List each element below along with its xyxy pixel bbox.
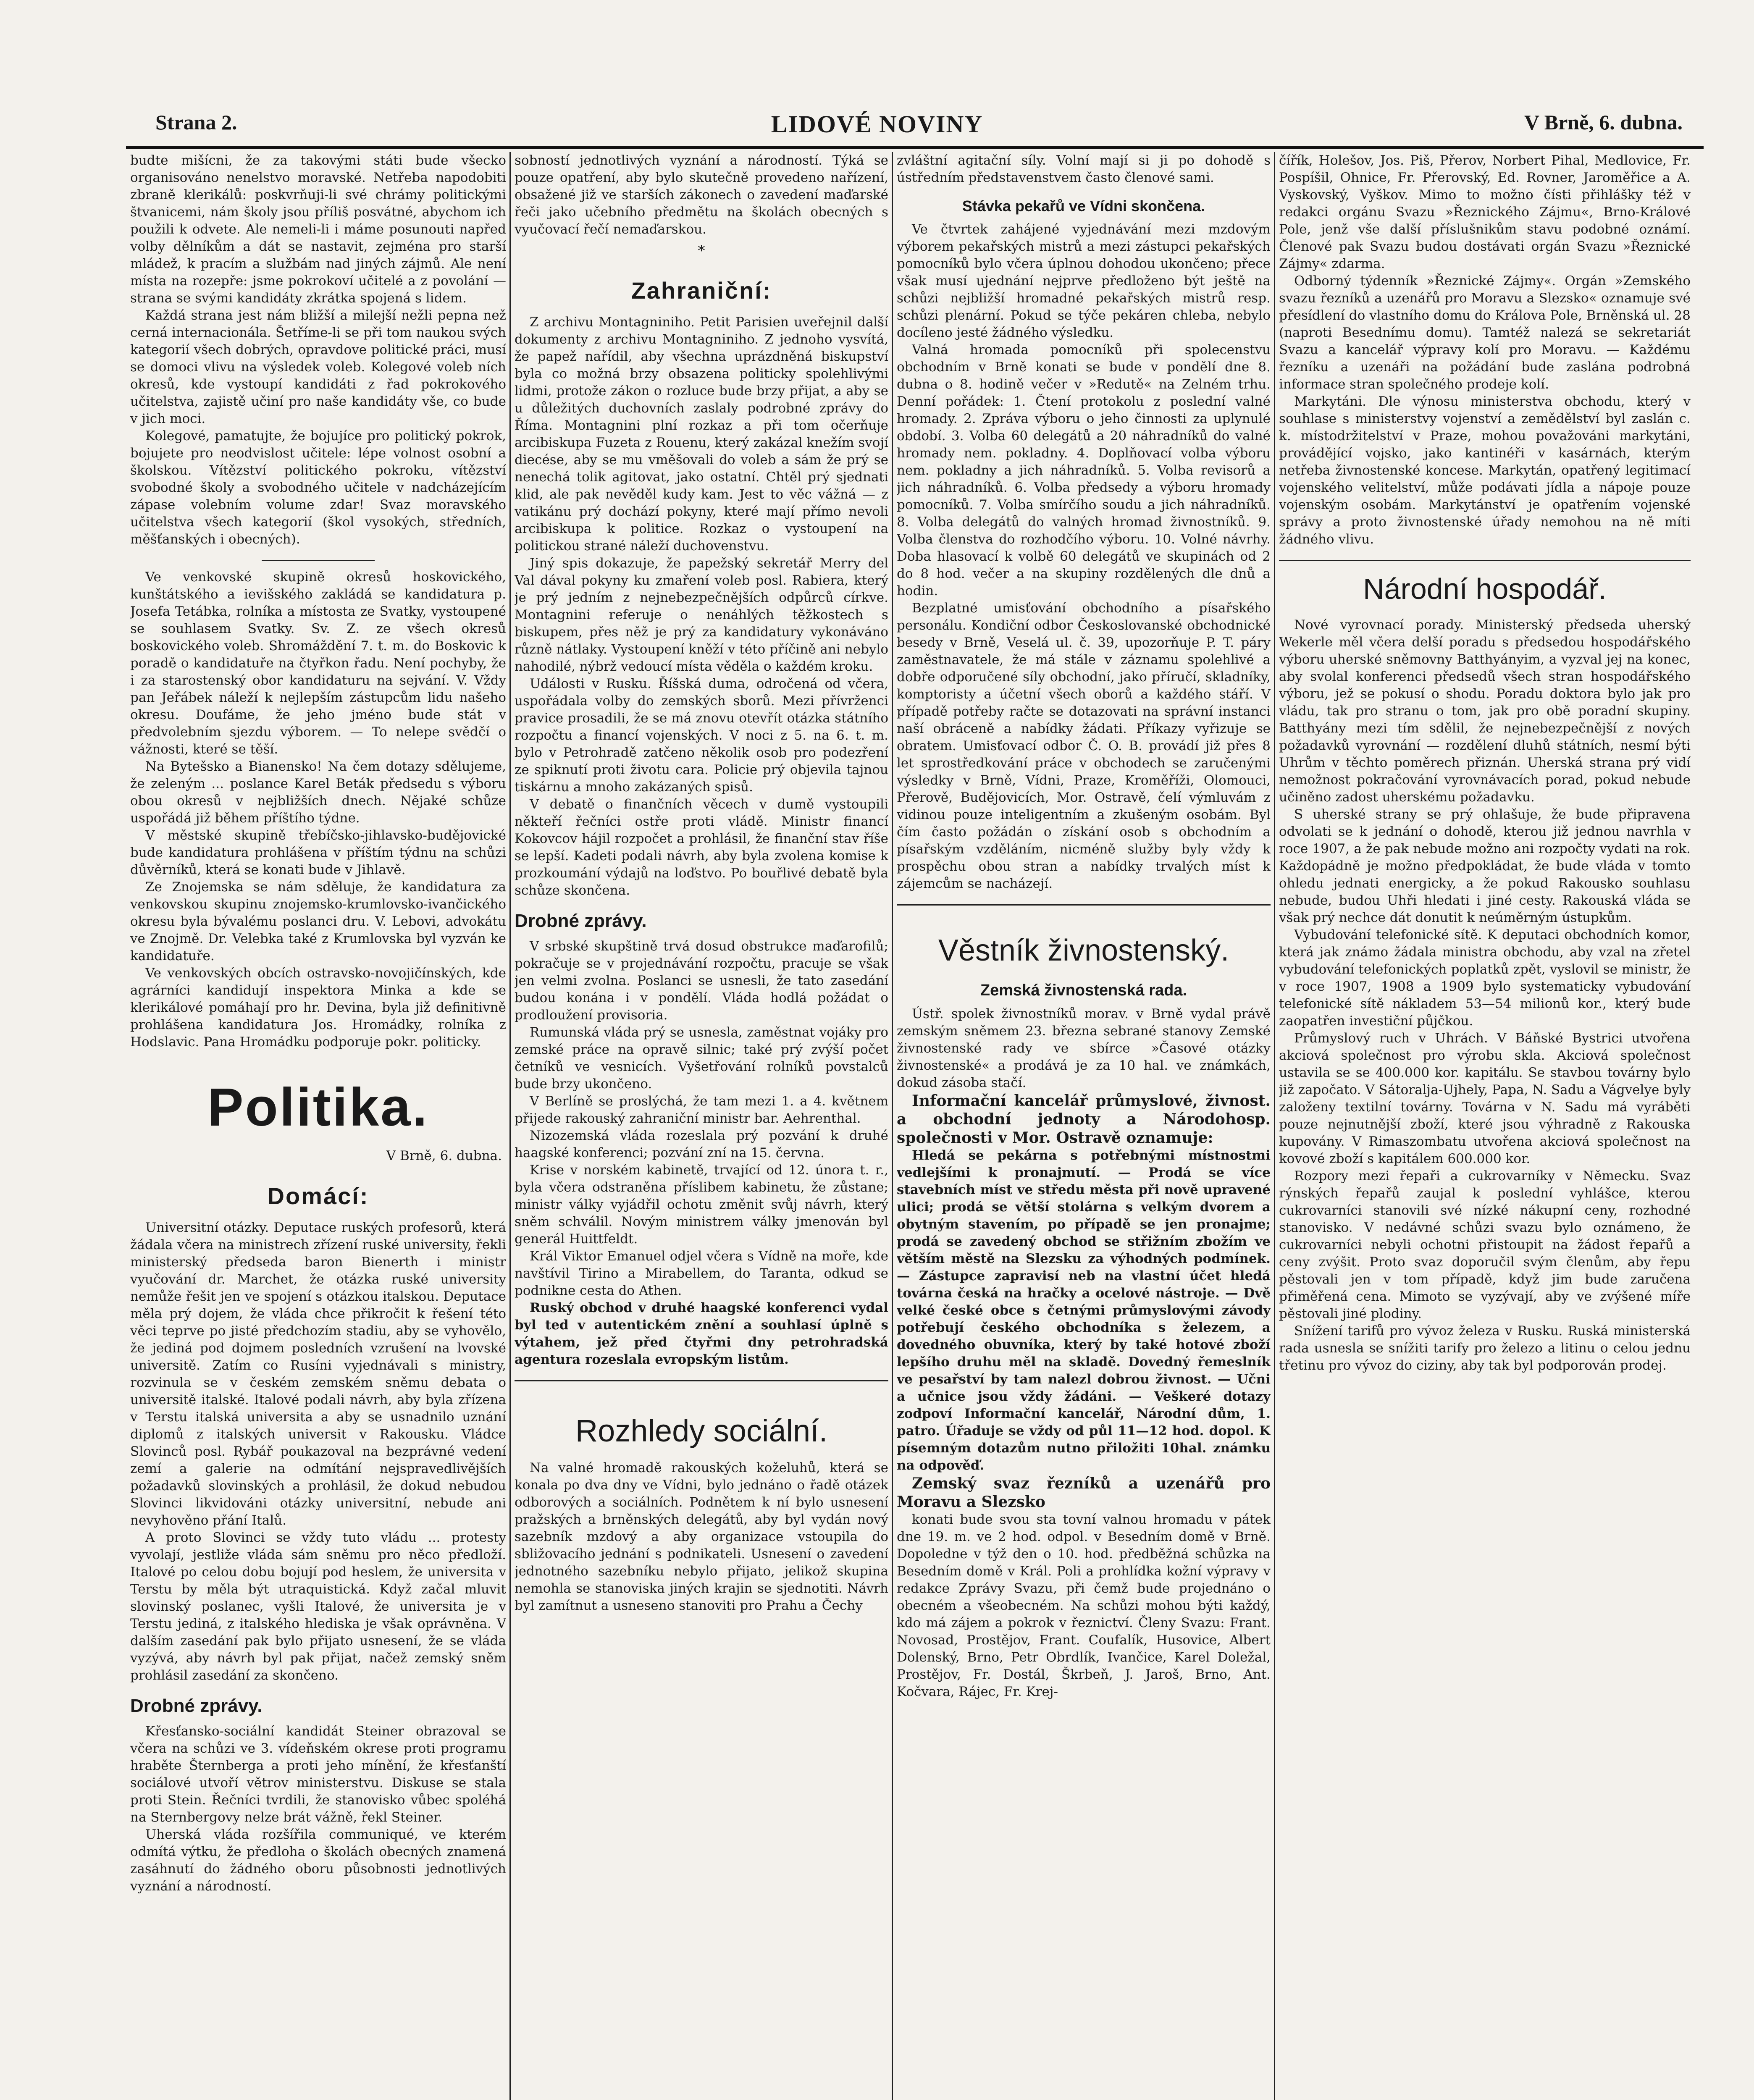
- article-paragraph: Z archivu Montagniniho. Petit Parisien uveřejnil další dokumenty z archivu Montagniniho. Z jednoho vysvítá, že papež nařídil, aby všechna uprázdněná biskupství byla co možná brzy obsazena politicky spolehlivými lidmi, protože zákon o rozluce bude brzy přijat, a aby se u důležitých duchovních zaslaly podrobné zprávy do Říma. Montagnini plní rozkaz a při tom očerňuje arcibiskupa Fuzeta z Rouenu, který zakázal knežím svojí diecése, aby se mu vměšovali do voleb a sám že prý se nenechá tolik agitovat, jako ostatní. Chtěl prý sjednati klid, ale pak nevěděl kudy kam. Jest to věc vážná — z vatikánu prý dochází pokyny, které mají přímo nevoli arcibiskupa k politice. Rozkaz o vystoupení na politickou strané náleží duchovenstvu.: [515, 315, 888, 554]
- article-paragraph: Rumunská vláda prý se usnesla, zaměstnat vojáky pro zemské práce na opravě silnic; také prý zvýší počet četníků ve vesnicích. Vyšetřování rolníků povstalců bude brzy ukončeno.: [515, 1025, 888, 1092]
- article-paragraph: Na Bytešsko a Bianensko! Na čem dotazy sdělujeme, že zeleným ... poslance Karel Beták předsedu s výboru obou okresů v nejbližších dnech. Nějaké schůze uspořádá již během příštího týdne.: [130, 759, 506, 826]
- section-dateline: V Brně, 6. dubna.: [386, 1148, 502, 1163]
- article-paragraph: Král Viktor Emanuel odjel včera s Vídně na moře, kde navštívil Tirino a Mirabellem, do Taranta, odkud se podnikne cesta do Athen.: [515, 1249, 888, 1298]
- article-paragraph: V srbské skupštině trvá dosud obstrukce maďarofilů; pokračuje se v projednávání rozpočtu, pracuje se však jen velmi zvolna. Poslanci se usnesli, že tato zasedání budou konána i v pondělí. Vláda hodlá požádat o prodloužení provisoria.: [515, 939, 888, 1023]
- column-4: [1279, 152, 1691, 2100]
- section-heading-politika: Politika.: [207, 1077, 429, 1137]
- separator: [1279, 560, 1691, 561]
- column-divider: [892, 152, 893, 2100]
- article-paragraph: Kolegové, pamatujte, že bojujíce pro politický pokrok, bojujete pro neodvislost učitele: lépe volnost osobní a školskou. Vítězství politického pokroku, vítězství svobodné školy a svobodného učitele v nadcházejícím zápase volebním volume zdar! Svaz moravského učitelstva všech kategorií (škol vysokých, středních, měšťanských i obecných).: [130, 428, 506, 547]
- section-heading-zahranicni: Zahraniční:: [631, 277, 772, 304]
- column-3: [897, 152, 1271, 2100]
- article-paragraph: Ze Znojemska se nám sděluje, že kandidatura za venkovskou skupinu znojemsko-krumlovsko-ivančického okresu byla bývalému poslanci dru. V. Lebovi, advokátu ve Znojmě. Dr. Velebka také z Krumlovska byl vyzván ke kandidatuře.: [130, 879, 506, 963]
- running-head: [25, 110, 1729, 144]
- page-number: Strana 2.: [155, 110, 237, 134]
- dateline: V Brně, 6. dubna.: [1524, 110, 1683, 134]
- article-paragraph: Průmyslový ruch v Uhrách. V Báňské Bystrici utvořena akciová společnost pro výrobu skla. Akciová společnost ustavila se se 400.000 kor. kapitálu. Se stavbou továrny bylo již započato. V Sátoralja-Ujhely, Papa, N. Sadu a Vágvelye byly založeny textilní továrny. Továrna v N. Sadu má vyráběti pouze nejnutnější zboží, které jsou výhradně z Rakouska kupovány. V Rimaszombatu utvořena akciová společnost na kovové zboží s kapitálem 600.000 kor.: [1279, 1031, 1691, 1166]
- article-paragraph: budte mišícni, že za takovými státi bude všecko organisováno nenelstvo moravské. Netřeba napodobiti zbraně klerikálů: poskvrňuji-li své chrámy politickými štvanicemi, nám školy jsou příliš posvátné, abychom ich použili k odvete. Ale nemeli-li i máme posunouti napřed volby dělníkům a dát se nastavit, zejména pro starší mládež, k pracím a službám nad jiných zájmů. Ale není místa na rozepře: jsme pokrokoví učitelé a z povolání — strana se svými kandidáty zkrátka spojená s lidem.: [130, 153, 506, 306]
- section-heading-domaci: Domácí:: [267, 1183, 369, 1209]
- separator: [515, 1380, 888, 1381]
- separator-star: *: [698, 242, 705, 259]
- article-paragraph: Jiný spis dokazuje, že papežský sekretář Merry del Val dával pokyny ku zmaření voleb posl. Rabiera, který je prý jedním z nejnebezpečnějších odpůrců církve. Montagnini referuje o nenáhlých těžkostech s biskupem, přes něž je prý za kandidatury vykonáváno různě nátlaky. Vystoupení kněží v této příčině ani nebylo nahodilé, nýbrž vedoucí místa věděla o každém kroku.: [515, 556, 888, 674]
- column-2: [515, 152, 888, 2100]
- article-paragraph: Ve venkovské skupině okresů hoskovického, kunštátského a ievišského zakládá se kandidatura p. Josefa Tetábka, rolníka a místosta ze Svatky, vystoupené se souhlasem Svatky. Sv. Z. ze všech okresů boskovického voleb. Shromáždění 7. t. m. do Boskovic k poradě o kandidatuře na čtyřkon řadu. Není pochyby, že i za starostenský obor kandidaturu na sejvání. V. Vždy pan Jeřábek náleží k nejlepším zástupcům lidu našeho okresu. Doufáme, že jeho jméno bude stát v předvolebním sjezdu výborem. — To nelepe svědčí o vážnosti, které se těší.: [130, 570, 506, 757]
- article-paragraph: čířík, Holešov, Jos. Piš, Přerov, Norbert Pihal, Medlovice, Fr. Pospíšil, Ohnice, Fr. Přerovský, Ed. Rovner, Jaroměřice a A. Vyskovský, Vyškov. Mimo to možno čísti přihlášky též v redakci orgánu Svazu »Řeznického Zájmu«, Brno-Králové Pole, jenž vše další příslušnikům stavu podobné oznámí. Členové pak Svazu budou dostávati orgán Svazu »Řeznické Zájmy« zdarma.: [1279, 153, 1691, 271]
- section-heading-rozhledy-socialni: Rozhledy sociální.: [575, 1413, 828, 1448]
- article-paragraph: Nizozemská vláda rozeslala prý pozvání k druhé haagské konferenci; pozvání zní na 15. června.: [515, 1128, 888, 1160]
- article-paragraph: Události v Rusku. Říšská duma, odročená od včera, uspořádala volby do zemských sborů. Mezi přívrženci pravice prosadili, že se má znovu otevřít otázka státního rozpočtu a financí vojenských. V noci z 5. na 6. t. m. bylo v Petrohradě zatčeno několik osob pro podezření ze spiknutí proti životu cara. Policie prý objevila tajnou tiskárnu a mnoho zakázaných spisů.: [515, 676, 888, 795]
- section-heading-narodni-hospodar: Národní hospodář.: [1363, 572, 1607, 605]
- masthead: LIDOVÉ NOVINY: [771, 110, 983, 138]
- article-paragraph: V debatě o finančních věcech v dumě vystoupili někteří řečníci ostře proti vládě. Ministr financí Kokovcov hájil rozpočet a prohlásil, že finanční stav říše se lepší. Kadeti podali návrh, aby byla zvolena komise k prozkoumání výdajů na loďstvo. Po bouřlivé debatě byla schůze skončena.: [515, 797, 888, 898]
- article-paragraph: Každá strana jest nám bližší a milejší nežli pepna než cerná internacionála. Šetříme-li se při tom naukou svých kategorií všech dobrých, opravdove politické práci, musí se domoci vlivu na výsledek voleb. Kolegové voleb ních okresů, kde vystoupí kandidáti z řad pokrokového učitelstva, zajistě učiní pro naše kandidáty vše, co bude v jich moci.: [130, 308, 506, 426]
- article-paragraph: V městské skupině třebíčsko-jihlavsko-budějovické bude kandidatura prohlášena v příštím týdnu na schůzi důvěrníků, která se konati bude v Jihlavě.: [130, 828, 506, 877]
- article-lead: Informační kancelář průmyslové, živnost. a obchodní jednoty a Národohosp. společnosti v Mor. Ostravě oznamuje:: [897, 1092, 1271, 1147]
- article-paragraph: Ve venkovských obcích ostravsko-novojičínských, kde agrárníci kandidují inspektora Minka a kde se klerikálové pomáhají pro hr. Devina, byla již definitivně prohlášena kandidatura Jos. Hromádky, rolníka z Hodslavic. Pana Hromádku podporuje pokr. politicky.: [130, 966, 506, 1050]
- column-divider: [509, 152, 511, 2100]
- article-paragraph: Universitní otázky. Deputace ruských profesorů, která žádala včera na ministrech zřízení ruské university, řekli ministerský předseda baron Bienerth i ministr vyučování dr. Marchet, že otázka ruské university nemůže řešit jen ve spojení s otázkou italskou. Deputace měla prý dojem, že vláda chce přikročit k řešení této věci teprve po jisté předchozím stadiu, aby se vyhovělo, že jediná pod dojmem posledních vzrušení na lvovské universitě. Zatím co Rusíni vyjednávali s ministry, rozvinula se v českém zemském sněmu debata o universitě italské. Italové podali návrh, aby byla zřízena v Terstu italská universita a aby se usnadnilo uznání diplomů z italských universit v Rakousku. Vládce Slovinců posl. Rybář poukazoval na bezprávné vedení zemí a galerie na odmítání nejspravedlivějších požadavků slovinských a prohlásil, že dokud nebudou Slovinci likvidováni otázky universitní, nebude ani nevyhověno přání Italů.: [130, 1220, 506, 1528]
- separator: [897, 904, 1271, 906]
- article-paragraph: Rozpory mezi řepaři a cukrovarníky v Německu. Svaz rýnských řepařů zaujal k poslední vyhlášce, kterou cukrovarníci stanovili své nízké nákupní ceny, rozhodné stanovisko. V nedávné schůzi svazu bylo oznámeno, že cukrovarníci nebyli ochotni přistoupit na žádost řepařů a ceny zvýšit. Proto svaz doporučil svým členům, aby řepu pěstovali jen v tom případě, když jim bude zaručena přiměřená cena. Mimoto se vyzývají, aby ve zvýšené míře pěstovali jiné plodiny.: [1279, 1168, 1691, 1321]
- article-paragraph: Ústř. spolek živnostníků morav. v Brně vydal právě zemským sněmem 23. března sebrané stanovy Zemské živnostenské rady ve sbírce »Časové otázky živnostenské« a prodává je za 10 hal. ve známkách, dokud zásoba stačí.: [897, 1006, 1271, 1090]
- article-paragraph: Uherská vláda rozšířila communiqué, ve kterém odmítá výtku, že předloha o školách obecných znamená zasáhnutí do žádného oboru působnosti jednotlivých vyznání a národností.: [130, 1827, 506, 1894]
- article-paragraph: A proto Slovinci se vždy tuto vládu ... protesty vyvolají, jestliže vláda sám sněmu pro něco předloží. Italové po celou dobu bojují pod heslem, že universita v Terstu by měla být utraquistická. Když začal mluvit slovinský poslanec, vyšli Italové, že universita je v Terstu jediná, z italského hlediska je však oprávněna. V dalším zasedání pak bylo přijato usnesení, že se vláda vyzývá, aby návrh byl pak přijat, načež zemský sněm prohlásil zasedání za skončeno.: [130, 1530, 506, 1683]
- column-1: [130, 152, 506, 2100]
- masthead-rule: [126, 146, 1704, 149]
- article-paragraph: Valná hromada pomocníků při spolecenstvu obchodním v Brně konati se bude v pondělí dne 8. dubna o 8. hodině večer v »Redutě« na Zelném trhu. Denní pořádek: 1. Čtení protokolu z poslední valné hromady. 2. Zpráva výboru o jeho činnosti za uplynulé období. 3. Volba 60 delegátů a 20 náhradníků do valné hromady nem. pokladny. 4. Doplňovací volba výboru nem. pokladny a jich náhradníků. 5. Volba revisorů a jich náhradníků. 6. Volba předsedy a výboru hromady pomocníků. 7. Volba smírčího soudu a jich náhradníků. 8. Volba delegátů do valných hromad živnostníků. 9. Volba členstva do rozhodčího výboru. 10. Volné návrhy. Doba hlasovací k volbě 60 delegátů ve skupinách od 2 do 8 hod. večer a na skupiny rozdělených dle dnů a hodin.: [897, 342, 1271, 598]
- article-paragraph: zvláštní agitační síly. Volní mají si ji po dohodě s ústředním představenstvem často členové sami.: [897, 153, 1271, 185]
- article-paragraph: Bezplatné umisťování obchodního a písařského personálu. Kondiční odbor Českoslovanské obchodnické besedy v Brně, Veselá ul. č. 39, upozorňuje P. T. páry zaměstnavatele, že má stále v záznamu spolehlivé a dobře odporučené síly obchodní, jako příručí, skladníky, komptoristy a účetní všech oborů a každého stáří. V případě potřeby račte se dotazovati na správní instanci naší obráceně a nabídky žádati. Příkazy vyřizuje se obratem. Umisťovací odbor Č. O. B. provádí již přes 8 let sprostředkování práce v obchodech se zaručenými výsledky v Brně, Vídni, Praze, Kroměříži, Olomouci, Přerově, Budějovicích, Mor. Ostravě, čelí výmluvám z vidinou pouze inteligentním a zkušeným osobám. Byl čím často požádán o získání osob s obchodním a písařským vzděláním, nicméně služby byly vždy k prospěchu obou stran a nabídky trvalých míst k zájemcům se nacházejí.: [897, 601, 1271, 891]
- article-paragraph: Na valné hromadě rakouských koželuhů, která se konala po dva dny ve Vídni, bylo jednáno o řadě otázek odborových a sociálních. Podnětem k ní bylo usnesení pražských a brněnských delegátů, aby byl vydán nový sazebník mzdový a aby organizace vstoupila do sbližovacího jednání s podnikateli. Usnesení o zavedení jednotného sazebníku nebylo přijato, jelikož skupina nemohla se stanoviska jiných krajin se sjednotiti. Návrh byl zamítnut a usneseno stanoviti pro Prahu a Čechy: [515, 1460, 888, 1613]
- article-paragraph: Vybudování telefonické sítě. K deputaci obchodních komor, která jak známo žádala ministra obchodu, aby vzal na zřetel vybudování telefonických poplatků zpět, vyslovil se ministr, že v roce 1907, 1908 a 1909 bylo systematicky vybudování telefonické sítě nákladem 53—54 milionů kor., který bude zaopatřen investiční půjčkou.: [1279, 927, 1691, 1029]
- article-lead: Zemský svaz řezníků a uzenářů pro Moravu a Slezsko: [897, 1475, 1271, 1511]
- article-paragraph: V Berlíně se proslýchá, že tam mezi 1. a 4. květnem přijede rakouský zahraniční ministr bar. Aehrenthal.: [515, 1094, 888, 1126]
- article-paragraph: Markytáni. Dle výnosu ministerstva obchodu, který v souhlase s ministerstvy vojenství a zemědělství byl zaslán c. k. místodržitelství v Praze, mohou považováni markytáni, provádějící vojsko, jako kantinéři v kasárnách, kterým netřeba živnostenské koncese. Markytán, opatřený legitimací vojenského velitelství, může podávati jídla a nápoje pouze vojenským osobám. Markytánství je opatřením vojenské správy a proto živnostenské úřady nemohou na ně míti žádného vlivu.: [1279, 394, 1691, 547]
- article-paragraph: Snížení tarifů pro vývoz železa v Rusku. Ruská ministerská rada usnesla se snížiti tarify pro železo a litinu o celou jednu třetinu pro vývoz do ciziny, aby tak byl podporován prodej.: [1279, 1323, 1691, 1373]
- article-paragraph: Ruský obchod v druhé haagské konferenci vydal byl ted v autentickém znění a souhlasí úplně s výtahem, jež před čtyřmi dny petrohradská agentura rozeslala evropským listům.: [515, 1300, 888, 1367]
- article-paragraph: Nové vyrovnací porady. Ministerský předseda uherský Wekerle měl včera delší poradu s předsedou hospodářského výboru uherské sněmovny Batthyányim, a vyzval jej na konec, aby svolal konferenci předsedů všech stran hospodářského výboru, jež se pokusí o shodu. Poradu doktora bylo jak pro vládu, tak pro stranu o tom, jak pro obě poradní skupiny. Batthyány mezi tím sdělil, že nejnebezpečnější z nových požadavků vyrovnání — rozdělení dluhů státních, nesmí býti Uhrům v těchto poměrech přiznán. Uherská strana prý vidí nemožnost pokračování vyrovnávacích porad, pokud nebude učiněno zadost uherskému požadavku.: [1279, 617, 1691, 805]
- article-paragraph: Křesťansko-sociální kandidát Steiner obrazoval se včera na schůzi ve 3. vídeňském okrese proti programu hraběte Šternberga a proti jeho mínění, že křesťanští sociálové utvoří větrov ministerstvu. Diskuse se stala proti Stein. Řečníci tvrdili, že stanovisko vůbec spoléhá na Sternbergovy nelze brát vážně, řekl Steiner.: [130, 1724, 506, 1825]
- article-paragraph: Hledá se pekárna s potřebnými místnostmi vedlejšími k pronajmutí. — Prodá se více stavebních míst ve středu města při nově upravené ulici; prodá se větší stolárna s velkým dvorem a obytným stavením, po případě se jen pronajme; prodá se zavedený obchod se střižním zbožím ve větším městě na Slezsku za výhodných podmínek. — Zástupce zapravisí neb na vlastní účet hledá továrna česká na hračky a ocelové nástroje. — Dvě velké české obce s četnými průmyslovými závody potřebují českého obchodníka s železem, a dovedného obuvníka, který by také hotové zboží lepšího druhu měl na skladě. Dovedný řemeslník ve pesařství by tam nalezl dobrou živnost. — Učni a učnice jsou vždy žádáni. — Veškeré dotazy zodpoví Informační kancelář, Národní dům, 1. patro. Úřaduje se vždy od půl 11—12 hod. dopol. K písemným dotazům nutno přiložiti 10hal. známku na odpověď.: [897, 1148, 1271, 1473]
- subheading-drobne-zpravy: Drobné zprávy.: [515, 911, 647, 931]
- article-paragraph: Krise v norském kabinetě, trvající od 12. února t. r., byla včera odstraněna příslibem kabinetu, že zůstane; ministr války vyjádřil ochotu změnit svůj návrh, který sněm schválil. Novým ministrem války jmenován byl generál Huittfeldt.: [515, 1163, 888, 1247]
- article-paragraph: S uherské strany se prý ohlašuje, že bude připravena odvolati se k jednání o dohodě, kterou již jednou navrhla v roce 1907, a že pak nebude možno ani rozpočty vydati na rok. Každopádně je možno předpokládat, že bude vláda v tomto ohledu jednati energicky, a že pokud Rakousko souhlasu nebude, budou Uhři hledati i jiné cesty. Rakouská vláda se však prý nechce dát donutit k neúměrným ústupkům.: [1279, 807, 1691, 925]
- article-paragraph: sobností jednotlivých vyznání a národností. Týká se pouze opatření, aby bylo skutečně provedeno nařízení, obsažené již ve starších zákonech o zavedení maďarské řeči jako učebního předmětu na školách obecných s vyučovací řečí nemaďarskou.: [515, 153, 888, 237]
- subheading-zemska-rada: Zemská živnostenská rada.: [980, 982, 1187, 999]
- article-paragraph: Odborný týdenník »Řeznické Zájmy«. Orgán »Zemského svazu řezníků a uzenářů pro Moravu a Slezsko« oznamuje své přesídlení do vlastního domu do Králova Pole, Brněnská ul. 28 (naproti Besednímu domu). Tamtéž nalezá se sekretariát Svazu a kancelář výpravy kolí pro Moravu. — Každému řezníku a uzenáři na požádání bude zaslána podrobná informace stran společného prodeje kolí.: [1279, 273, 1691, 392]
- section-heading-vestnik-zivnostensky: Věstník živnostenský.: [938, 934, 1229, 967]
- subheading-stavka-pekaru: Stávka pekařů ve Vídni skončena.: [962, 197, 1205, 215]
- subheading-drobne-zpravy: Drobné zprávy.: [130, 1696, 263, 1716]
- article-paragraph: Ve čtvrtek zahájené vyjednávání mezi mzdovým výborem pekařských mistrů a mezi zástupci pekařských pomocníků bylo včera úplnou dohodou ukončeno; přece však musí ujednání nejprve předloženo být ještě na schůzi nejbližší hromadné pekařských mistrů resp. schůzi plenární. Pokud se týče pekáren chleba, nebylo docíleno jesté žádného výsledku.: [897, 222, 1271, 340]
- column-divider: [1274, 152, 1275, 2100]
- separator: [262, 560, 375, 561]
- article-paragraph: konati bude svou sta tovní valnou hromadu v pátek dne 19. m. ve 2 hod. odpol. v Besedním domě v Brně. Dopoledne v týž den o 10. hod. předběžná schůzka na Besedním domě v Král. Poli a prohlídka kožní výpravy v redakce Zprávy Svazu, při čemž bude projednáno o obecném a všeobecném. Na schůzi mohou býti každý, kdo má zájem a pokrok v řeznictví. Členy Svazu: Frant. Novosad, Prostějov, Frant. Coufalík, Husovice, Albert Dolenský, Brno, Petr Obrdlík, Ivančice, Karel Doležal, Prostějov, Fr. Dostál, Škrbeň, J. Jaroš, Brno, Ant. Kočvara, Rájec, Fr. Krej-: [897, 1512, 1271, 1699]
